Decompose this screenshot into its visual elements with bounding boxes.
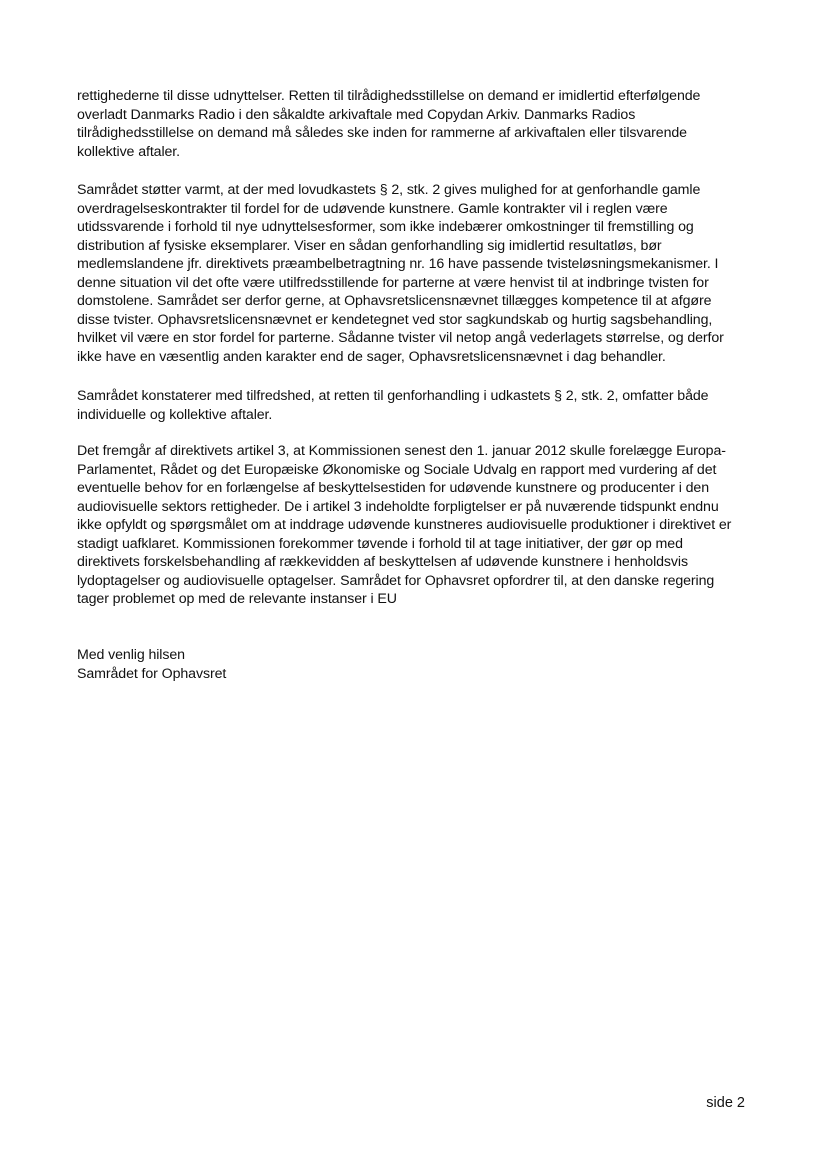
sender-name: Samrådet for Ophavsret xyxy=(77,665,227,682)
paragraph-2 xyxy=(77,181,757,366)
text-line: utidssvarende i forhold til nye udnyttelsesformer, som ikke indebærer omkostninger til fremstilling og xyxy=(77,219,694,235)
paragraph-1 xyxy=(77,87,757,161)
text-line: rettighederne til disse udnyttelser. Retten til tilrådighedsstillelse on demand er imidlertid efterfølgende xyxy=(77,88,701,104)
text-line: medlemslandene jfr. direktivets præambelbetragtning nr. 16 have passende tvisteløsningsmekanismer. I xyxy=(77,256,719,272)
text-line: eventuelle behov for en forlængelse af beskyttelsestiden for udøvende kunstnere og producenter i den xyxy=(77,480,709,496)
text-line: distribution af fysiske eksemplarer. Viser en sådan genforhandling sig imidlertid resultatløs, bør xyxy=(77,237,662,254)
text-line: kollektive aftaler. xyxy=(77,143,180,160)
text-line: stadigt uafklaret. Kommissionen forekommer tøvende i forhold til at tage initiativer, der gør op med xyxy=(77,535,683,552)
text-line: ikke opfyldt og spørgsmålet om at inddrage udøvende kunstneres audiovisuelle produktioner i direktivet er xyxy=(77,517,732,533)
text-line: lydoptagelser og audiovisuelle optagelser. Samrådet for Ophavsret opfordrer til, at den danske regering xyxy=(77,572,715,589)
text-line: disse tvister. Ophavsretslicensnævnet er kendetegnet ved stor sagkundskab og hurtig sagsbehandling, xyxy=(77,311,713,328)
text-line: domstolene. Samrådet ser derfor gerne, at Ophavsretslicensnævnet tillægges kompetence til at afgøre xyxy=(77,293,712,309)
text-line: ikke have en væsentlig anden karakter end de sager, Ophavsretslicensnævnet i dag behandler. xyxy=(77,348,666,365)
text-line: tilrådighedsstillelse on demand må således ske inden for rammerne af arkivaftalen eller tilsvarende xyxy=(77,125,687,141)
text-line: hvilket vil være en stor fordel for parterne. Sådanne tvister vil netop angå vederlagets størrelse, og derfor xyxy=(77,330,724,346)
text-line: direktivets forskelsbehandling af rækkevidden af beskyttelsen af udøvende kunstnere i henholdsvis xyxy=(77,554,688,570)
text-line: overladt Danmarks Radio i den såkaldte arkivaftale med Copydan Arkiv. Danmarks Radios xyxy=(77,106,636,123)
text-line: Samrådet konstaterer med tilfredshed, at retten til genforhandling i udkastets § 2, stk. 2, omfatter både xyxy=(77,388,709,404)
text-line: overdragelseskontrakter til fordel for de udøvende kunstnere. Gamle kontrakter vil i reglen være xyxy=(77,200,668,217)
text-line: Det fremgår af direktivets artikel 3, at Kommissionen senest den 1. januar 2012 skulle forelægge Europa- xyxy=(77,443,726,459)
text-line: individuelle og kollektive aftaler. xyxy=(77,406,273,423)
salutation: Med venlig hilsen xyxy=(77,647,185,663)
text-line: tager problemet op med de relevante instanser i EU xyxy=(77,591,397,607)
text-line: audiovisuelle sektors rettigheder. De i artikel 3 indeholdte forpligtelser er på nuværende tidspunkt endnu xyxy=(77,498,719,515)
page-number: side 2 xyxy=(706,1095,745,1111)
text-line: denne situation vil det ofte være utilfredsstillende for parterne at være henvist til at indbringe tvisten for xyxy=(77,274,709,291)
text-line: Samrådet støtter varmt, at der med lovudkastets § 2, stk. 2 gives mulighed for at genforhandle gamle xyxy=(77,182,701,198)
paragraph-3 xyxy=(77,387,757,424)
text-line: Parlamentet, Rådet og det Europæiske Økonomiske og Sociale Udvalg en rapport med vurdering af det xyxy=(77,461,717,478)
paragraph-4 xyxy=(77,442,757,609)
closing-block xyxy=(77,646,757,683)
